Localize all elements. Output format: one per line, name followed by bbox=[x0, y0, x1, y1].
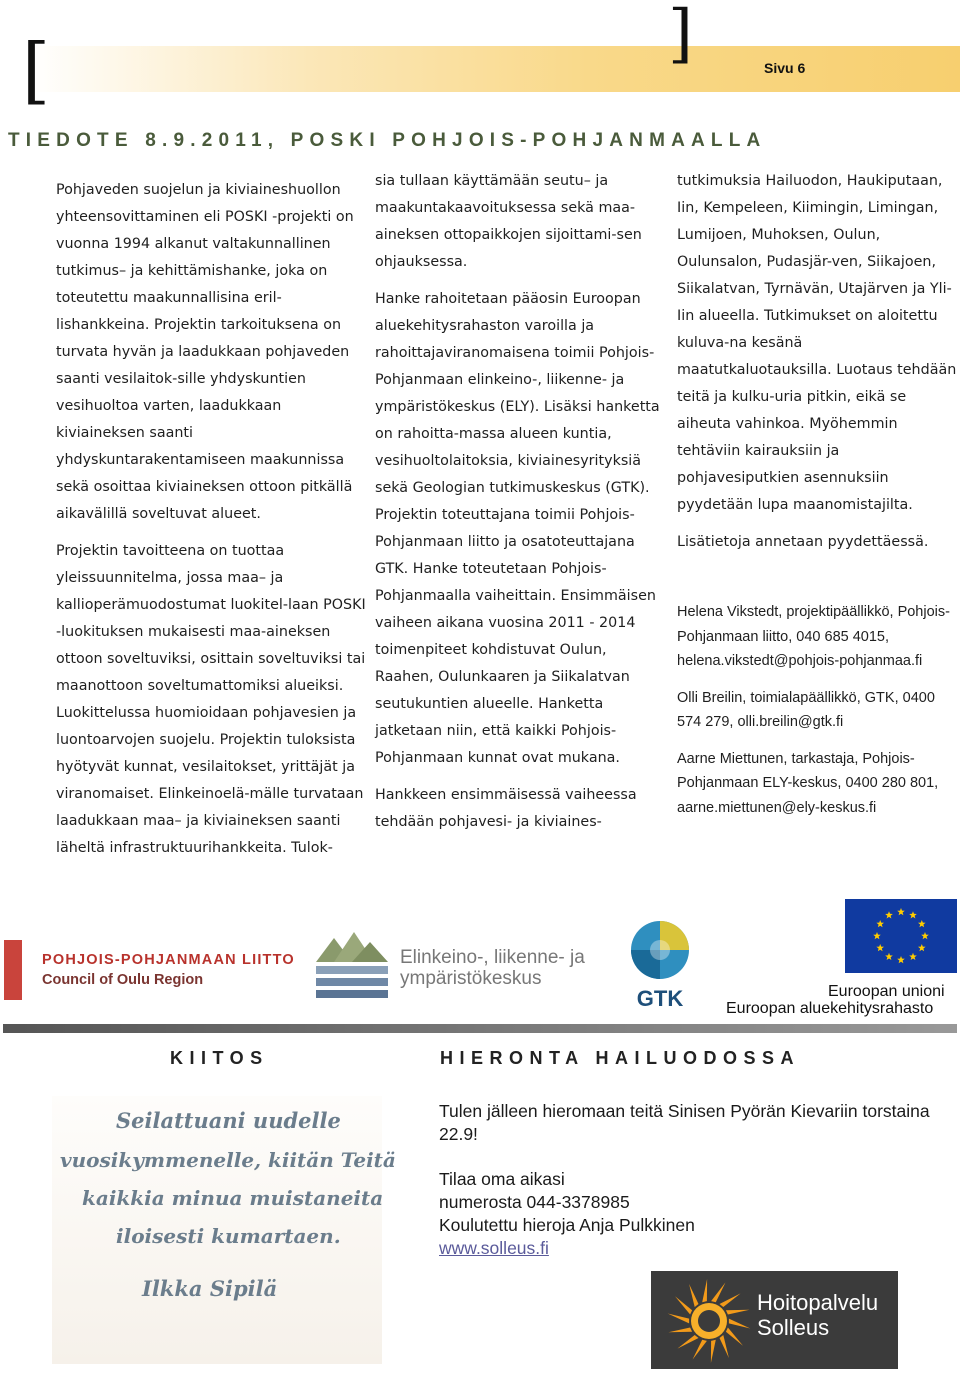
header-band bbox=[30, 46, 960, 92]
hieronta-intro: Tulen jälleen hieromaan teitä Sinisen Pyörän Kievariin torstaina 22.9! bbox=[439, 1101, 930, 1144]
solleus-link[interactable]: www.solleus.fi bbox=[439, 1238, 549, 1258]
sun-ray-icon bbox=[669, 1328, 693, 1333]
card-line-4: iloisesti kumartaen. bbox=[116, 1224, 341, 1248]
article-paragraph: Hanke rahoitetaan pääosin Euroopan aluekehitysrahaston varoilla ja rahoittajaviranomaisena toimii Pohjois-Pohjanmaan elinkeino-, liikenne- ja ympäristökeskus (ELY). Lisäksi hanketta on rahoitta-massa alueen kuntia, vesihuoltolaitoksia, kiviainesyrityksiä sekä Geologian tutkimuskeskus (GTK). Projektin toteuttajana toimii Pohjois-Pohjanmaan liitto ja osatoteuttajana GTK. Hanke toteutetaan Pohjois-Pohjanmaalla vaiheittain. Ensimmäisen vaiheen aikana vuosina 2011 - 2014 toimenpiteet kohdistuvat Oulun, Raahen, Oulunkaaren ja Siikalatvan seutukuntien alueelle. Hanketta jatketaan niin, että kaikki Pohjois-Pohjanmaan kunnat ovat mukana. bbox=[375, 291, 660, 766]
eu-flag-icon bbox=[845, 899, 957, 973]
sun-ray-icon bbox=[668, 1314, 689, 1324]
hieronta-line-masseur: Koulutettu hieroja Anja Pulkkinen bbox=[439, 1215, 695, 1235]
ely-logo-line2: ympäristökeskus bbox=[400, 968, 542, 989]
sun-icon bbox=[653, 1271, 751, 1369]
hieronta-title: HIERONTA HAILUODOSSA bbox=[440, 1048, 801, 1068]
card-signature: Ilkka Sipilä bbox=[142, 1276, 278, 1301]
sun-ray-icon bbox=[729, 1319, 750, 1329]
hieronta-details bbox=[439, 1168, 839, 1260]
hoitopalvelu-logo-text bbox=[757, 1290, 878, 1340]
card-line-3: kaikkia minua muistaneita bbox=[82, 1186, 384, 1210]
article-paragraph: tutkimuksia Hailuodon, Haukiputaan, Iin, Kempeleen, Kiimingin, Limingan, Lumijoen, Muhoksen, Oulun, Oulunsalon, Pudasjär-ven, Siikajoen, Siikalatvan, Tyrnävän, Utajärven ja Yli-Iin alueella. Tutkimukset on aloitettu kuluva-na kesänä maatutkaluotauksilla. Luotaus tehdään teitä ja kulku-uria pitkin, eikä se aiheuta vahinkoa. Myöhemmin tehtäviin kairauksiin ja pohjavesiputkien asennuksiin pyydetään lupa maanomistajilta. bbox=[677, 173, 957, 513]
sun-ray-icon bbox=[693, 1340, 707, 1360]
sun-ray-icon bbox=[675, 1296, 692, 1314]
article-paragraph: Pohjaveden suojelun ja kiviaineshuollon yhteensovittaminen eli POSKI -projekti on vuonna 1994 alkanut valtakunnallinen tutkimus– ja kehittämishanke, joka on toteutettu maakunnallisina eril-lishankkeina. Projektin tarkoituksena on turvata hyvän ja laadukkaan pohjaveden saanti vesilaitok-sille yhdyskuntien vesihuoltoa varten, laadukkaan kiviaineksen saanti yhdyskuntarakentamiseen maakunnissa sekä osoittaa kiviaineksen ottoon pitkällä aikavälillä soveltuvat alueet. bbox=[56, 182, 354, 522]
article-paragraph: Lisätietoja annetaan pyydettäessä. bbox=[677, 534, 929, 550]
eu-text-fund: Euroopan aluekehitysrahasto bbox=[726, 1000, 934, 1017]
pp-logo-bar bbox=[4, 940, 22, 1000]
sun-ray-icon bbox=[720, 1293, 741, 1307]
hieronta-line-phone: numerosta 044-3378985 bbox=[439, 1192, 630, 1212]
eu-text-union: Euroopan unioni bbox=[828, 983, 945, 1000]
ely-logo-icon bbox=[312, 928, 392, 1004]
section-divider bbox=[3, 1024, 957, 1033]
header-bracket-right: ] bbox=[668, 0, 693, 71]
header-bracket-left: [ bbox=[22, 28, 51, 112]
article-column-3 bbox=[677, 168, 960, 832]
page-headline: TIEDOTE 8.9.2011, POSKI POHJOIS-POHJANMAALLA bbox=[8, 130, 767, 151]
ely-logo-line1: Elinkeino-, liikenne- ja bbox=[400, 947, 585, 968]
contact-miettunen: Aarne Miettunen, tarkastaja, Pohjois-Pohjanmaan ELY-keskus, 0400 280 801, aarne.miettunen@ely-keskus.fi bbox=[677, 750, 939, 816]
kiitos-title: KIITOS bbox=[170, 1048, 269, 1068]
article-paragraph: Hankkeen ensimmäisessä vaiheessa tehdään pohjavesi- ja kiviaines- bbox=[375, 787, 637, 830]
pp-logo-name: POHJOIS-POHJANMAAN LIITTO bbox=[42, 952, 295, 968]
sun-ray-icon bbox=[689, 1284, 698, 1307]
hoitopalvelu-line2: Solleus bbox=[757, 1315, 830, 1340]
card-line-1: Seilattuani uudelle bbox=[116, 1108, 341, 1133]
sun-ray-icon bbox=[677, 1335, 698, 1349]
card-line-2: vuosikymmenelle, kiitän Teitä bbox=[60, 1148, 396, 1172]
sun-ray-icon bbox=[711, 1340, 716, 1363]
gtk-logo-icon bbox=[628, 918, 692, 1010]
thank-you-card bbox=[52, 1096, 396, 1364]
contact-vikstedt: Helena Vikstedt, projektipäällikkö, Pohjois-Pohjanmaan liitto, 040 685 4015, helena.vikstedt@pohjois-pohjanmaa.fi bbox=[677, 604, 950, 669]
article-paragraph: sia tullaan käyttämään seutu– ja maakuntakaavoituksessa sekä maa-aineksen ottopaikkojen sijoittami-sen ohjauksessa. bbox=[375, 173, 642, 270]
article-column-2 bbox=[375, 168, 665, 846]
ely-logo-text bbox=[400, 947, 585, 989]
gtk-logo-text: GTK bbox=[636, 986, 684, 1010]
pp-logo-subtitle: Council of Oulu Region bbox=[42, 972, 204, 988]
contact-breilin: Olli Breilin, toimialapäällikkö, GTK, 0400 574 279, olli.breilin@gtk.fi bbox=[677, 689, 935, 730]
sun-ray-icon bbox=[711, 1282, 725, 1302]
hoitopalvelu-line1: Hoitopalvelu bbox=[757, 1290, 879, 1315]
article-column-1 bbox=[56, 177, 370, 872]
sun-ray-icon bbox=[726, 1328, 743, 1346]
sun-ray-icon bbox=[702, 1279, 707, 1302]
page-number: Sivu 6 bbox=[764, 60, 806, 76]
hieronta-line-booking: Tilaa oma aikasi bbox=[439, 1169, 565, 1189]
article-paragraph: Projektin tavoitteena on tuottaa yleissuunnitelma, jossa maa– ja kallioperämuodostumat luokitel-laan POSKI -luokituksen mukaisesti maa-aineksen ottoon soveltuviksi, osittain soveltuviksi tai maanottoon soveltumattomiksi alueiksi. Luokittelussa huomioidaan pohjavesien ja luontoarvojen suojelu. Projektin tuloksista hyötyvät kunnat, vesilaitokset, yrittäjät ja viranomaiset. Elinkeinoelä-mälle turvataan laadukkaan maa– ja kiviaineksen saanti läheltä infrastruktuurihankkeita. Tulok- bbox=[56, 543, 366, 856]
sun-ray-icon bbox=[726, 1310, 750, 1315]
sun-ray-icon bbox=[720, 1335, 729, 1358]
